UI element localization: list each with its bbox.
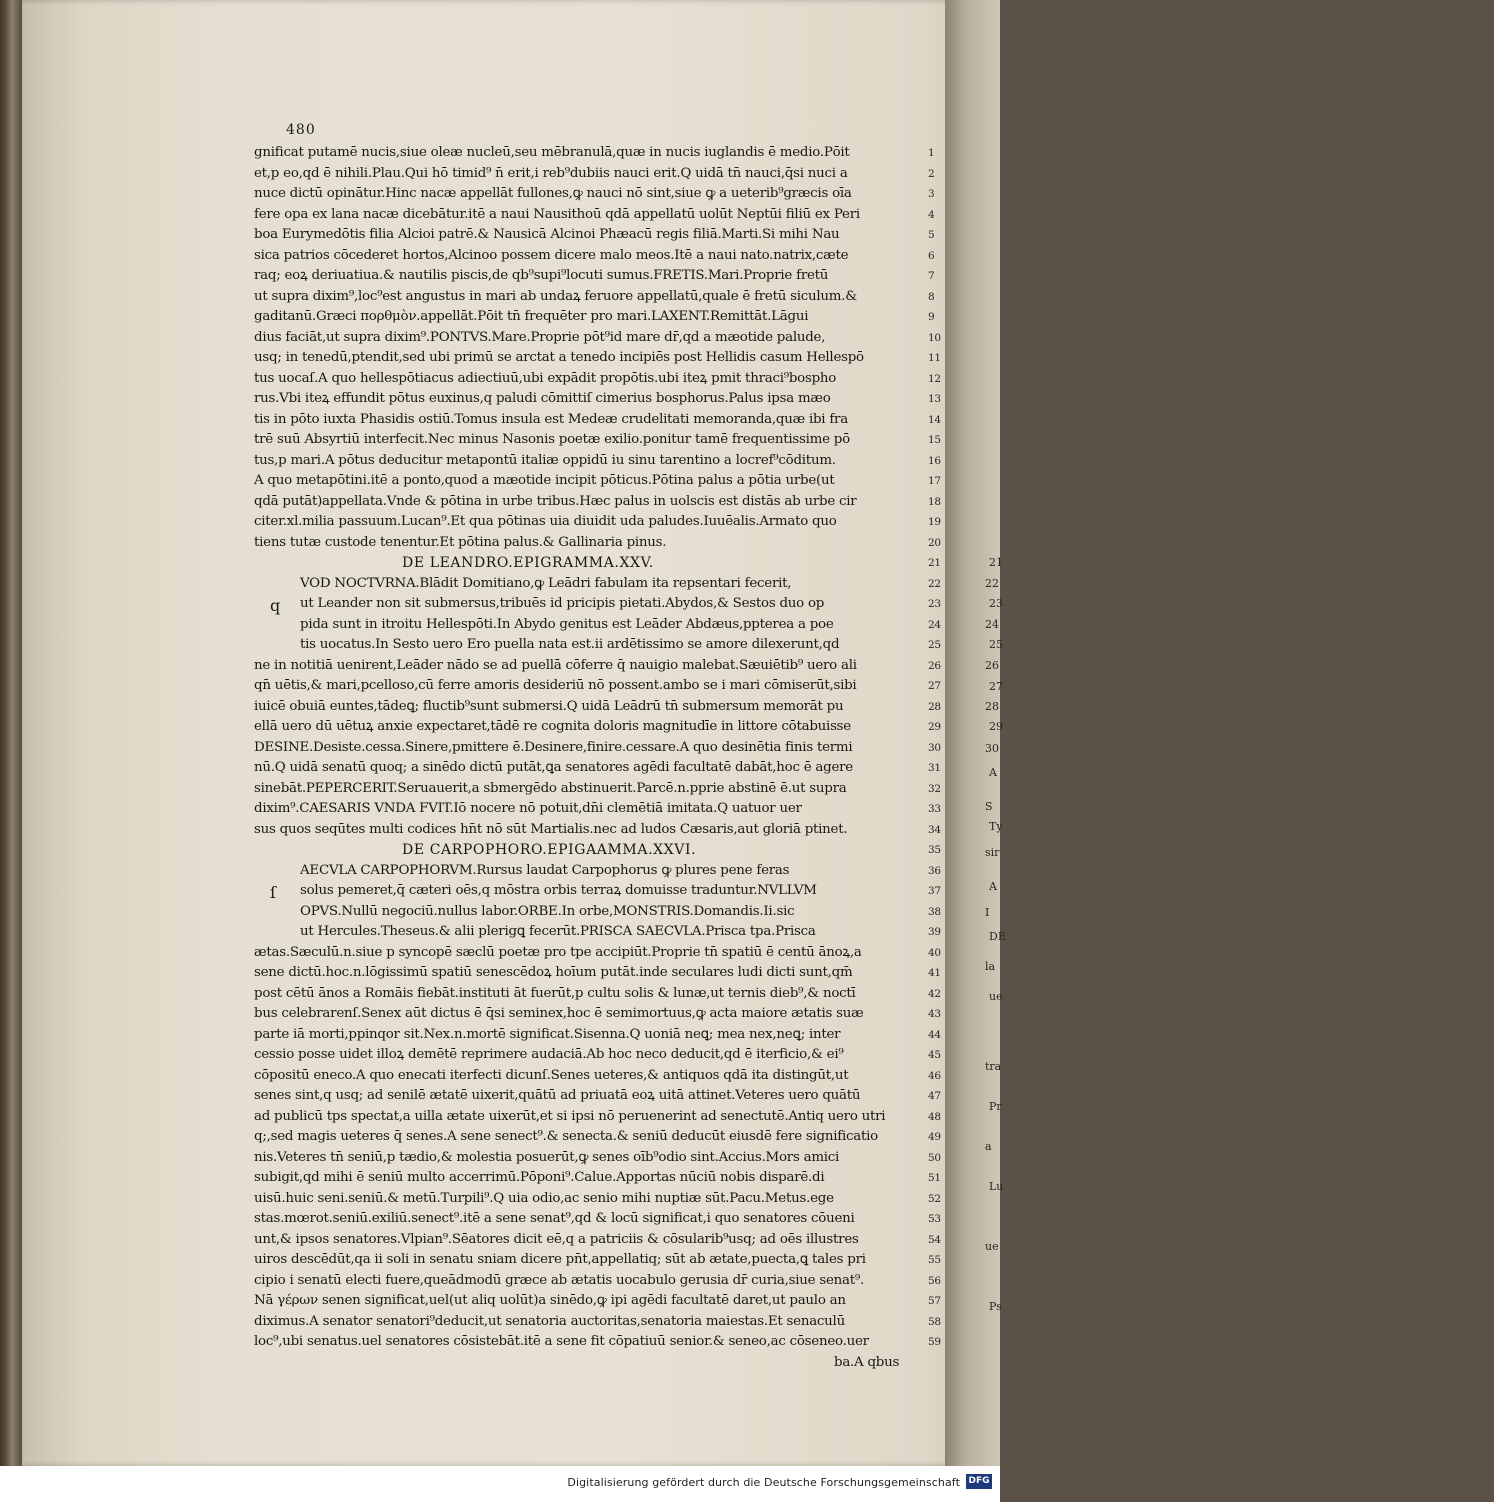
- text-line: [254, 164, 935, 185]
- text-line: [254, 492, 941, 513]
- line-text: gaditanū.Græci πορθμὸν.appellāt.Pōit tn̄ frequēter pro mari.LAXENT.Remittāt.Lāgui: [254, 309, 809, 324]
- line-number: 11: [928, 352, 941, 364]
- line-text: qn̄ uētis,& mari,pcelloso,cū ferre amoris desideriū nō possent.ambo se i mari cōmiserūt,sibi: [254, 678, 857, 693]
- line-text: gnificat putamē nucis,siue oleæ nucleū,seu mēbranulā,quæ in nucis iuglandis ē medio.Pōit: [254, 145, 850, 160]
- line-text: boa Eurymedōtis filia Alcioi patrē.& Nausicā Alcinoi Phæacū regis filiā.Marti.Si mihi Nau: [254, 227, 840, 242]
- line-number: 10: [928, 331, 941, 344]
- facing-page-fragment: DE: [989, 930, 1006, 943]
- line-text: tis in pōto iuxta Phasidis ostiū.Tomus insula est Medeæ crudelitati memoranda,quæ ibi fra: [254, 411, 848, 427]
- line-number: 20: [928, 536, 941, 549]
- text-line: [254, 348, 941, 369]
- text-line: [254, 1230, 941, 1251]
- text-line: [254, 410, 941, 431]
- line-number: 25: [928, 639, 941, 651]
- line-number: 32: [928, 782, 941, 795]
- text-column: [254, 143, 941, 1373]
- line-text: ne in notitiā uenirent,Leāder nādo se ad puellā cōferre q̄ nauigio malebat.Sæuiētib⁹ uero ali: [254, 657, 857, 673]
- line-number: 43: [928, 1008, 941, 1020]
- line-number: 49: [928, 1131, 941, 1143]
- line-text: qdā putāt)appellata.Vnde & pōtina in urbe tribus.Hæc palus in uolscis est distās ab urbe cir: [254, 493, 857, 509]
- text-line: [254, 1168, 941, 1189]
- facing-page-fragment: Ps: [989, 1300, 1002, 1313]
- guide-letter: q: [270, 596, 280, 615]
- line-number: 59: [928, 1336, 941, 1348]
- line-number: 33: [928, 803, 941, 815]
- line-text: ætas.Sæculū.n.siue p syncopē sæclū poetæ pro tpe accipiūt.Proprie tn̄ spatiū ē centū ānoꝝ,a: [254, 944, 862, 960]
- text-line: [254, 984, 941, 1005]
- line-number: 22: [928, 577, 941, 590]
- line-number: 45: [928, 1049, 941, 1061]
- dfg-logo: DFG: [966, 1474, 992, 1489]
- line-text: q;,sed magis ueteres q̄ senes.A sene senect⁹.& senecta.& seniū deducūt eiusdē fere significatio: [254, 1129, 878, 1144]
- line-text: DESINE.Desiste.cessa.Sinere,pmittere ē.Desinere,finire.cessare.A quo desinētia finis termi: [254, 739, 853, 755]
- line-number: 21: [928, 557, 941, 569]
- text-line: [254, 902, 941, 923]
- line-text: stas.mœrot.seniū.exiliū.senect⁹.itē a sene senat⁹,qd & locū significat,i quo senatores cōueni: [254, 1211, 855, 1226]
- line-text: tus,p mari.A pōtus deducitur metapontū italiæ oppidū iu sinu tarentino a locref⁹cōditum.: [254, 452, 836, 468]
- text-line: [254, 246, 935, 267]
- line-number: 35: [928, 844, 941, 856]
- line-number: 27: [928, 680, 941, 692]
- line-text: cōpositū eneco.A quo enecati iterfecti dicunſ.Senes ueteres,& antiquos qdā ita distingūt,ut: [254, 1067, 849, 1083]
- text-line: [254, 676, 941, 697]
- line-number: 15: [928, 434, 941, 446]
- line-number: 4: [928, 208, 935, 221]
- line-number: 56: [928, 1274, 941, 1287]
- text-line: [254, 143, 935, 164]
- text-line: [254, 615, 941, 636]
- line-text: nuce dictū opinātur.Hinc nacæ appellāt fullones,ꝙ nauci nō sint,siue ꝙ a ueterib⁹græcis oīa: [254, 186, 852, 201]
- line-number: 55: [928, 1254, 941, 1266]
- page-number: 480: [286, 122, 316, 138]
- facing-page-fragment: 23: [989, 597, 1003, 610]
- facing-page-fragment: A: [989, 766, 997, 779]
- line-text: A quo metapōtini.itē a ponto,quod a mæotide incipit pōticus.Pōtina palus a pōtia urbe(ut: [254, 473, 835, 488]
- text-line: [254, 758, 941, 779]
- line-number: 6: [928, 249, 935, 262]
- text-line: [254, 471, 941, 492]
- line-text: Nā γέρων senen significat,uel(ut aliq uolūt)a sinēdo,ꝙ ipi agēdi facultatē daret,ut paulo an: [254, 1293, 846, 1308]
- line-text: bus celebrarenſ.Senex aūt dictus ē q̄si seminex,hoc ē semimortuus,ꝙ acta maiore ætatis suæ: [254, 1006, 864, 1021]
- line-number: 50: [928, 1151, 941, 1164]
- line-text: sene dictū.hoc.n.lōgissimū spatiū senescēdoꝝ hoīum putāt.inde seculares ludi dicti sunt,qm̄: [254, 965, 853, 980]
- line-text: DE LEANDRO.EPIGRAMMA.XXV.: [402, 555, 654, 571]
- line-text: VOD NOCTVRNA.Blādit Domitiano,ꝙ Leādri fabulam ita repsentari fecerit,: [300, 575, 792, 591]
- text-line: [254, 430, 941, 451]
- text-line: [254, 1148, 941, 1169]
- line-text: usq; in tenedū,ptendit,sed ubi primū se arctat a tenedo incipiēs post Hellidis casum Hellespō: [254, 350, 864, 365]
- line-text: iuicē obuiā euntes,tādeꝗ; fluctib⁹sunt submersi.Q uidā Leādrū tn̄ submersum memorāt pu: [254, 698, 844, 714]
- line-text: cipio i senatū electi fuere,queādmodū græce ab ætatis uocabulo gerusia dr̄ curia,siue senat⁹.: [254, 1272, 865, 1288]
- line-number: 57: [928, 1295, 941, 1307]
- facing-page-fragment: A: [989, 880, 997, 893]
- text-line: [254, 779, 941, 800]
- facing-page-edge: [945, 0, 1006, 1466]
- line-text: fere opa ex lana nacæ dicebātur.itē a naui Nausithoū qdā appellatū uolūt Neptūi filiū ex Peri: [254, 206, 860, 222]
- line-text: dixim⁹.CAESARIS VNDA FVIT.Iō nocere nō potuit,dn̄i clemētiā imitata.Q uatuor uer: [254, 801, 802, 816]
- text-line: [254, 287, 935, 308]
- line-text: tis uocatus.In Sesto uero Ero puella nata est.ii ardētissimo se amore dilexerunt,qd: [300, 637, 840, 652]
- text-line: [254, 307, 935, 328]
- facing-page-fragment: a: [985, 1140, 992, 1153]
- funding-credit: Digitalisierung gefördert durch die Deutsche Forschungsgemeinschaft: [567, 1476, 960, 1489]
- text-line: [254, 1209, 941, 1230]
- text-line: [254, 1086, 941, 1107]
- line-text: diximus.A senator senatori⁹deducit,ut senatoria auctoritas,senatoria maiestas.Et senaculū: [254, 1313, 845, 1329]
- line-text: parte iā morti,ppinqor sit.Nex.n.mortē significat.Sisenna.Q uoniā neꝗ; mea nex,neꝗ; inter: [254, 1026, 841, 1042]
- line-number: 29: [928, 721, 941, 733]
- facing-page-fragment: 22: [985, 577, 999, 590]
- line-text: pida sunt in itroitu Hellespōti.In Abydo genitus est Leāder Abdæus,ppterea a poe: [300, 616, 834, 632]
- line-text: rus.Vbi iteꝝ effundit pōtus euxinus,q paludi cōmittiſ cimerius bosphorus.Palus ipsa mæo: [254, 391, 831, 406]
- line-number: 40: [928, 946, 941, 959]
- line-text: uiros descēdūt,qa ii soli in senatu sniam dicere pn̄t,appellatiq; sūt ab ætate,puecta,ꝗ tales pri: [254, 1252, 866, 1267]
- section-heading: [254, 840, 941, 861]
- text-line: [254, 635, 941, 656]
- line-number: 38: [928, 905, 941, 918]
- text-line: [254, 512, 941, 533]
- text-line: [254, 963, 941, 984]
- facing-page-fragment: I: [985, 906, 990, 919]
- line-number: 26: [928, 659, 941, 672]
- line-text: loc⁹,ubi senatus.uel senatores cōsistebāt.itē a sene fit cōpatiuū senior.& seneo,ac cōseneo.uer: [254, 1334, 869, 1349]
- text-line: [254, 205, 935, 226]
- text-line: [254, 1332, 941, 1353]
- line-text: ad publicū tps spectat,a uilla ætate uixerūt,et si ipsi nō peruenerint ad senectutē.Antiq uero utri: [254, 1108, 886, 1124]
- line-number: 2: [928, 167, 935, 180]
- line-text: trē suū Absyrtiū interfecit.Nec minus Nasonis poetæ exilio.ponitur tamē frequentissime pō: [254, 432, 850, 447]
- section-heading: [254, 553, 941, 574]
- line-text: tiens tutæ custode tenentur.Et pōtina palus.& Gallinaria pinus.: [254, 534, 667, 550]
- line-number: 42: [928, 987, 941, 1000]
- text-line: [254, 533, 941, 554]
- text-line: [254, 943, 941, 964]
- facing-page-fragment: ue: [985, 1240, 999, 1253]
- line-text: cessio posse uidet illoꝝ demētē reprimere audaciā.Ab hoc neco deducit,qd ē iterficio,& ei⁹: [254, 1047, 844, 1062]
- line-number: 53: [928, 1213, 941, 1225]
- text-line: [254, 861, 941, 882]
- line-text: OPVS.Nullū negociū.nullus labor.ORBE.In orbe,MONSTRIS.Domandis.Ii.sic: [300, 903, 795, 919]
- text-line: [254, 1291, 941, 1312]
- line-number: 23: [928, 598, 941, 610]
- facing-page-fragment: 26: [985, 659, 999, 672]
- line-number: 46: [928, 1069, 941, 1082]
- facing-page-fragment: Ty: [989, 820, 1003, 833]
- facing-page-fragment: tra: [985, 1060, 1002, 1073]
- line-text: sus quos seqūtes multi codices hn̄t nō sūt Martialis.nec ad ludos Cæsaris,aut gloriā ptinet.: [254, 821, 848, 837]
- text-line: [254, 1250, 941, 1271]
- line-number: 54: [928, 1233, 941, 1246]
- facing-page-fragment: ue: [989, 990, 1003, 1003]
- line-text: nis.Veteres tn̄ seniū,p tædio,& molestia posuerūt,ꝙ senes oīb⁹odio sint.Accius.Mors amici: [254, 1149, 840, 1165]
- text-line: [254, 574, 941, 595]
- line-number: 47: [928, 1090, 941, 1102]
- text-line: [254, 799, 941, 820]
- line-number: 52: [928, 1192, 941, 1205]
- facing-page-fragment: sir: [985, 846, 1000, 859]
- facing-page-fragment: 28: [985, 700, 999, 713]
- line-text: citer.xl.milia passuum.Lucan⁹.Et qua pōtinas uia diuidit uda paludes.Iuuēalis.Armato quo: [254, 514, 837, 529]
- text-line: [254, 225, 935, 246]
- facing-page-fragment: Lu: [989, 1180, 1004, 1193]
- text-line: [254, 389, 941, 410]
- line-number: 28: [928, 700, 941, 713]
- line-number: 1: [928, 147, 935, 159]
- text-line: [254, 594, 941, 615]
- line-text: tus uocaſ.A quo hellespōtiacus adiectiuū,ubi expādit propōtis.ubi iteꝝ pmit thraci⁹bospho: [254, 370, 837, 386]
- line-number: 36: [928, 864, 941, 877]
- facing-page-fragment: Pr: [989, 1100, 1002, 1113]
- line-number: 13: [928, 393, 941, 405]
- text-line: [254, 656, 941, 677]
- line-text: ba.A qbus: [834, 1354, 900, 1370]
- facing-page-fragment: 27: [989, 680, 1003, 693]
- text-line: [254, 1045, 941, 1066]
- text-line: [254, 184, 935, 205]
- line-number: 34: [928, 823, 941, 836]
- text-line: [254, 881, 941, 902]
- text-line: [254, 1189, 941, 1210]
- line-text: AECVLA CARPOPHORVM.Rursus laudat Carpophorus ꝙ plures pene feras: [300, 862, 790, 878]
- line-text: DE CARPOPHORO.EPIGAAMMA.XXVI.: [402, 842, 697, 858]
- line-number: 14: [928, 413, 941, 426]
- text-line: [254, 328, 941, 349]
- line-text: nū.Q uidā senatū quoq; a sinēdo dictū putāt,ꝗa senatores agēdi facultatē dabāt,hoc ē agere: [254, 760, 853, 775]
- line-number: 39: [928, 926, 941, 938]
- text-line: [254, 1066, 941, 1087]
- line-number: 7: [928, 270, 935, 282]
- text-line: [254, 738, 941, 759]
- line-text: subigit,qd mihi ē seniū multo accerrimū.Pōponi⁹.Calue.Apportas nūciū nobis disparē.di: [254, 1170, 825, 1185]
- line-number: 24: [928, 618, 941, 631]
- line-number: 3: [928, 188, 935, 200]
- line-number: 19: [928, 516, 941, 528]
- line-number: 18: [928, 495, 941, 508]
- text-line: [254, 1004, 941, 1025]
- facing-page-fragment: 29: [989, 720, 1003, 733]
- line-text: unt,& ipsos senatores.Vlpian⁹.Sēatores dicit eē,q a patriciis & cōsularib⁹usq; ad oēs illustres: [254, 1231, 859, 1247]
- line-text: sinebāt.PEPERCERIT.Seruauerit,a sbmergēdo abstinuerit.Parcē.n.pprie abstinē ē.ut supra: [254, 780, 847, 796]
- text-line: [254, 697, 941, 718]
- text-line: [254, 717, 941, 738]
- text-line: [254, 1312, 941, 1333]
- line-number: 16: [928, 454, 941, 467]
- text-line: [254, 369, 941, 390]
- facing-page-fragment: 24: [985, 618, 999, 631]
- line-text: post cētū ānos a Romāis fiebāt.instituti āt fuerūt,p cultu solis & lunæ,ut ternis dieb⁹,& noctī: [254, 985, 856, 1001]
- line-text: dius faciāt,ut supra dixim⁹.PONTVS.Mare.Proprie pōt⁹id mare dr̄,qd a mæotide palude,: [254, 329, 826, 345]
- line-number: 17: [928, 475, 941, 487]
- line-text: uisū.huic seni.seniū.& metū.Turpili⁹.Q uia odio,ac senio mihi nuptiæ sūt.Pacu.Metus.ege: [254, 1190, 834, 1206]
- line-number: 58: [928, 1315, 941, 1328]
- line-number: 5: [928, 229, 935, 241]
- line-number: 12: [928, 372, 941, 385]
- text-line: [254, 1271, 941, 1292]
- line-number: 31: [928, 762, 941, 774]
- line-text: ut Leander non sit submersus,tribuēs id pricipis pietati.Abydos,& Sestos duo op: [300, 596, 825, 611]
- text-line: [254, 266, 935, 287]
- line-text: raq; eoꝝ deriuatiua.& nautilis piscis,de qb⁹supi⁹locuti sumus.FRETIS.Mari.Proprie fretū: [254, 268, 829, 283]
- text-line: [254, 922, 941, 943]
- line-text: et,p eo,qd ē nihili.Plau.Qui hō timid⁹ n̄ erit,i reb⁹dubiis nauci erit.Q uidā tn̄ nauci,q̄si nuci a: [254, 165, 848, 181]
- facing-page-fragment: 21: [989, 556, 1003, 569]
- line-number: 51: [928, 1172, 941, 1184]
- text-line: [254, 451, 941, 472]
- line-number: 9: [928, 311, 935, 323]
- text-line: [254, 1025, 941, 1046]
- line-number: 8: [928, 290, 935, 303]
- facing-page-fragment: 30: [985, 742, 999, 755]
- text-line: [254, 1127, 941, 1148]
- facing-page-fragment: S: [985, 800, 993, 813]
- line-number: 37: [928, 885, 941, 897]
- line-text: ellā uero dū uētuꝝ anxie expectaret,tādē re cognita doloris magnitudīe in littore cōtabuisse: [254, 719, 851, 734]
- text-line: [254, 1353, 914, 1374]
- facing-page-fragment: la: [985, 960, 996, 973]
- facing-page-fragment: 25: [989, 638, 1003, 651]
- line-text: ut Hercules.Theseus.& alii plerigꝗ fecerūt.PRISCA SAECVLA.Prisca tpa.Prisca: [300, 924, 816, 939]
- line-number: 41: [928, 967, 941, 979]
- text-line: [254, 820, 941, 841]
- line-text: senes sint,q usq; ad senilē ætatē uixerit,quātū ad priuatā eoꝝ uitā attinet.Veteres uero quātū: [254, 1088, 861, 1103]
- text-line: [254, 1107, 941, 1128]
- line-number: 30: [928, 741, 941, 754]
- guide-letter: ſ: [270, 883, 276, 902]
- line-text: ut supra dixim⁹,loc⁹est angustus in mari ab undaꝝ feruore appellatū,quale ē fretū siculum.&: [254, 288, 857, 304]
- line-text: solus pemeret,q̄ cæteri oēs,q mōstra orbis terraꝝ domuisse traduntur.NVLLVM: [300, 883, 817, 898]
- line-number: 44: [928, 1028, 941, 1041]
- line-number: 48: [928, 1110, 941, 1123]
- line-text: sica patrios cōcederet hortos,Alcinoo possem dicere malo meos.Itē a naui nato.natrix,cæte: [254, 247, 849, 263]
